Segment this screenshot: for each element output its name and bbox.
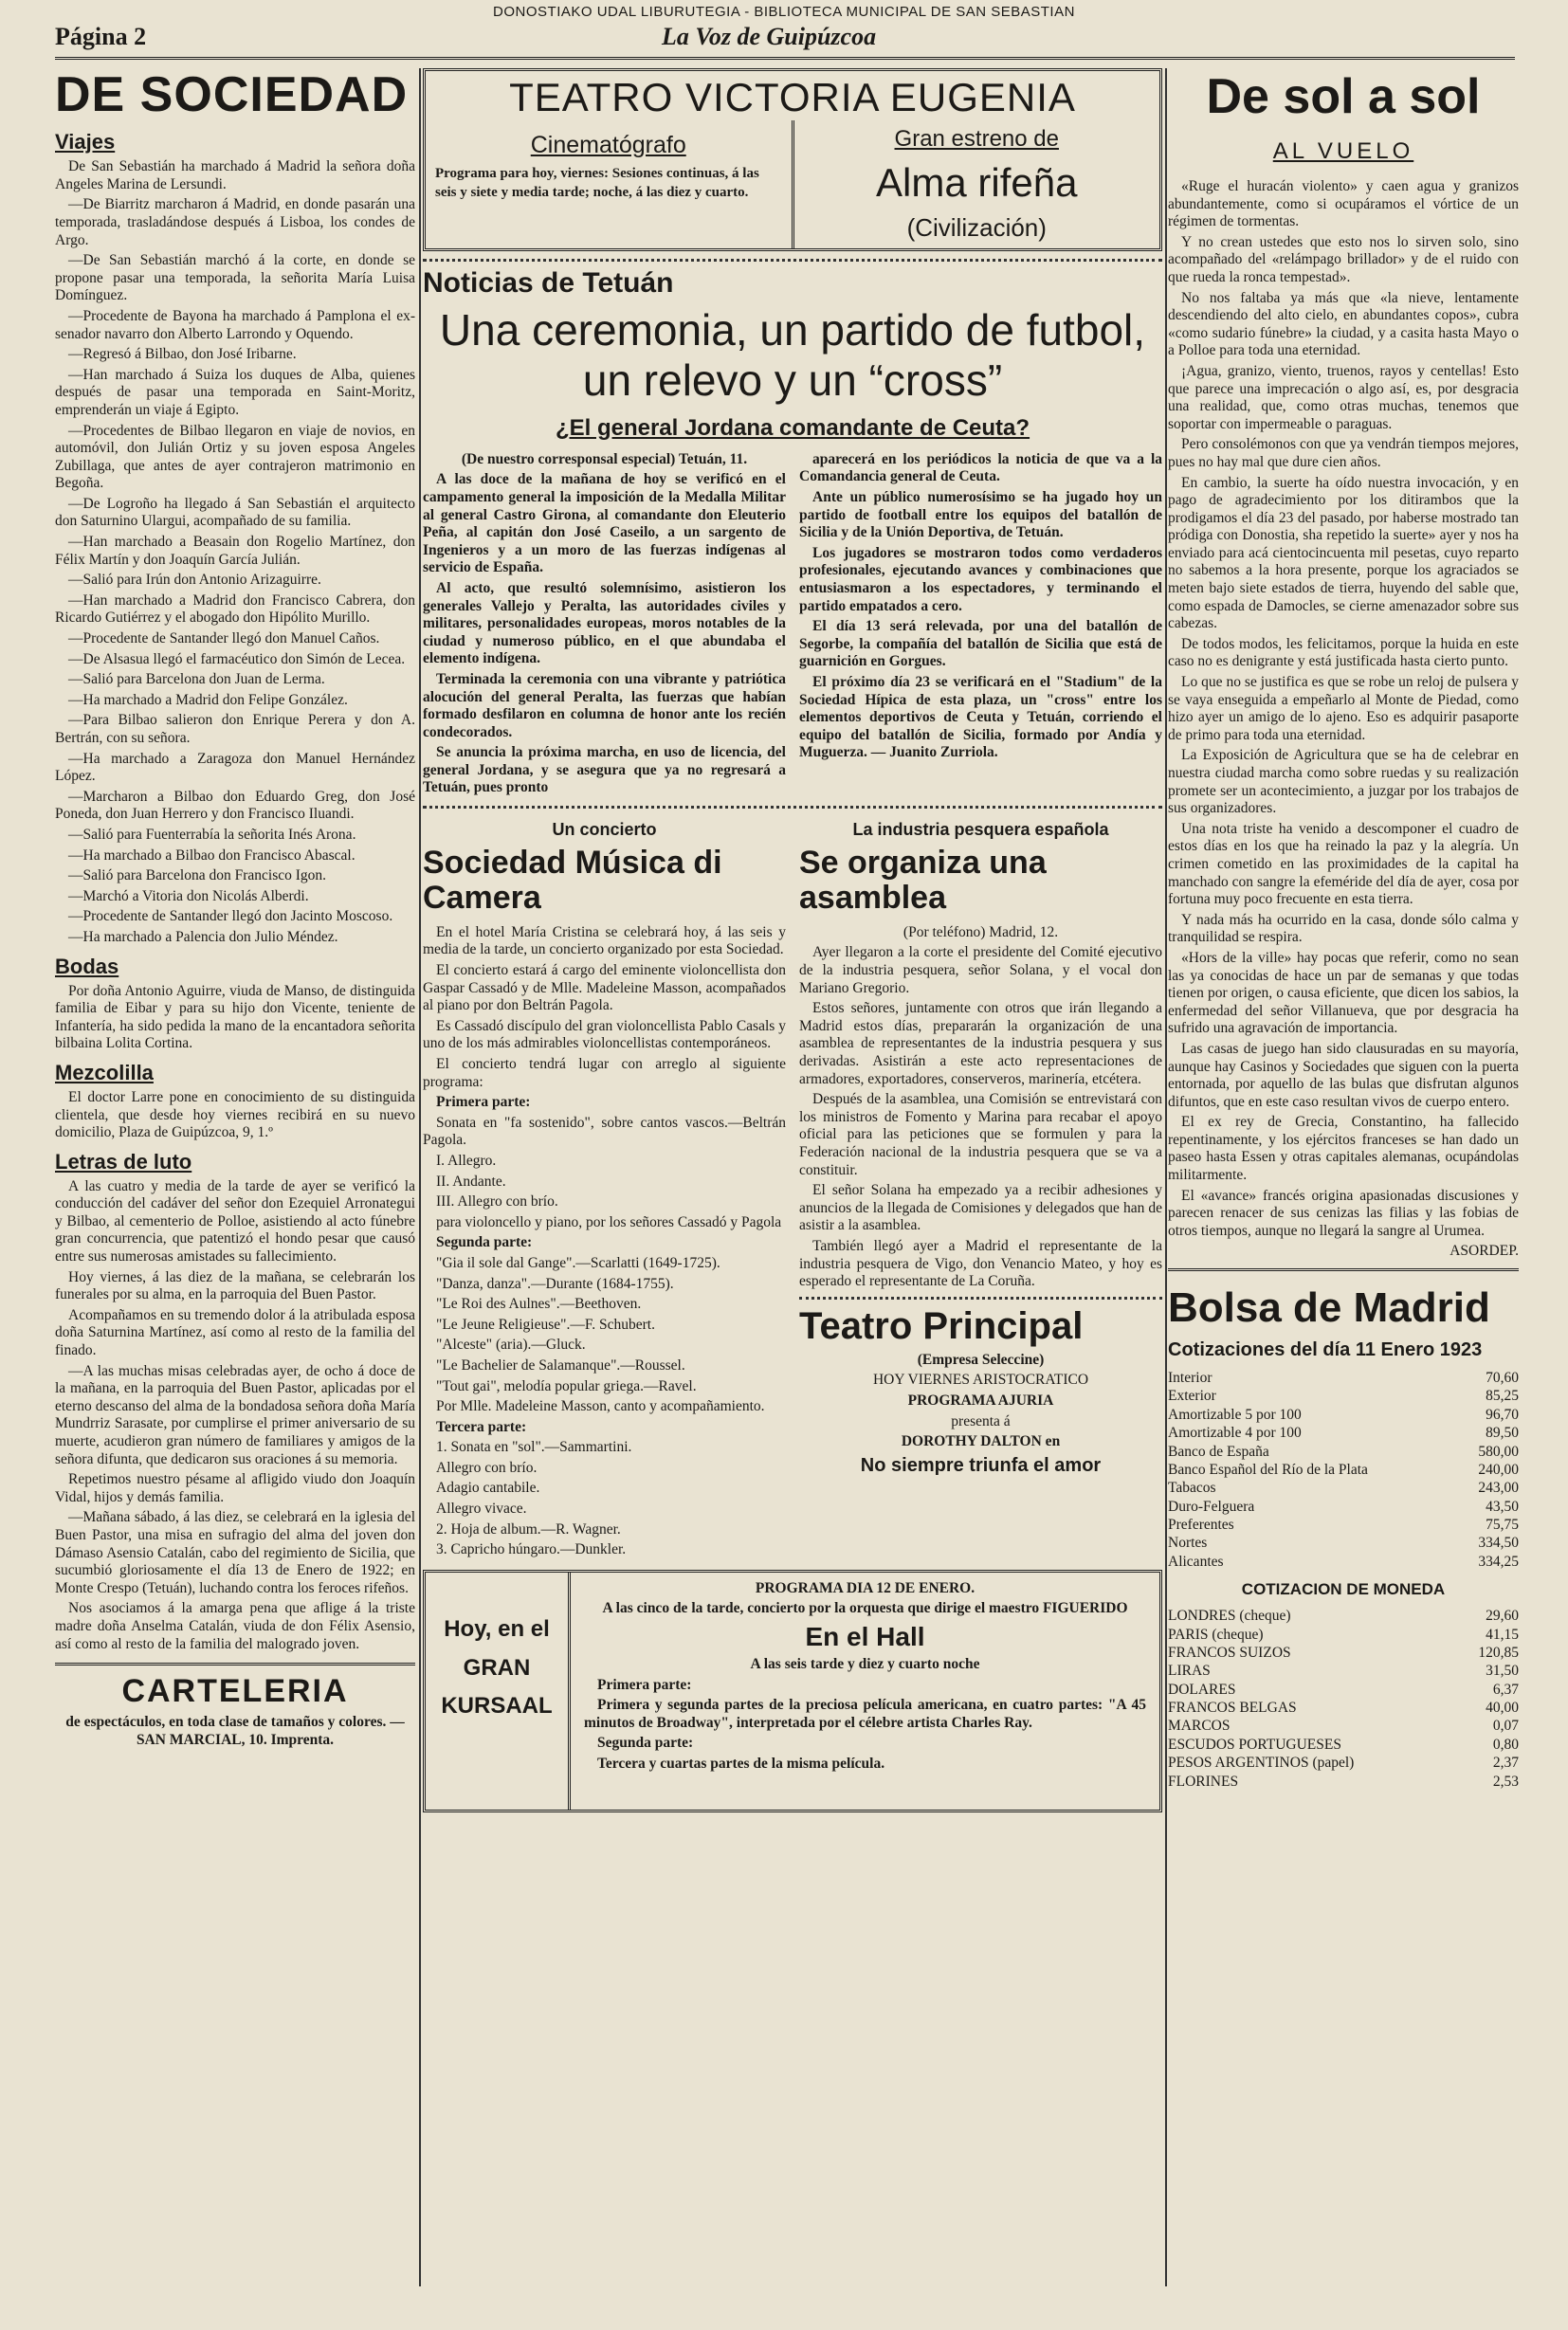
sociedad-title: DE SOCIEDAD xyxy=(55,68,409,122)
concierto-paragraph: El concierto estará á cargo del eminente violoncellista don Gaspar Cassadó y de Mlle. Madeleine Masson, acompañados al piano por don Beltrán Pagola. xyxy=(423,962,786,1014)
luto-paragraph: —Mañana sábado, á las diez, se celebrará en la iglesia del Buen Pastor, una misa en sufragio del alma del joven don Dámaso Asensio Catalán, cabo del regimiento de Sicilia, que sucumbió gloriosamente el día 13 de Enero de 1922; en Monte Crespo (Tetuán), luchando contra los feroces rifeños. xyxy=(55,1509,415,1596)
estreno-label: Gran estreno de xyxy=(894,126,1059,152)
table-row: Interior 70,60 xyxy=(1168,1370,1519,1387)
pesquera-paragraph: Después de la asamblea, una Comisión se entrevistará con los ministros de Fomento y Marina para recabar el apoyo oficial para las peticiones que se formulen y para la Federación nacional de la industria pesquera que se va a constituir. xyxy=(799,1091,1162,1178)
viajes-paragraph: —Marcharon a Bilbao don Eduardo Greg, don José Poneda, don Juan Herrero y don Francisco Iluandi. xyxy=(55,788,415,823)
tetuan-paragraph: Se anuncia la próxima marcha, en uso de licencia, del general Jordana, y se asegura que ya no regresará a Tetuán, pues pronto xyxy=(423,744,786,796)
carteleria-title: CARTELERIA xyxy=(121,1673,349,1710)
program-line: Primera parte: xyxy=(436,1094,531,1111)
sol-paragraph: Y nada más ha ocurrido en la casa, donde sólo calma y tranquilidad se respira. xyxy=(1168,911,1519,946)
tetuan-section: Noticias de Tetuán xyxy=(423,267,674,299)
pesquera-paragraph: También llegó ayer a Madrid el representante de la industria pesquera de Vigo, don Venancio Mateo, y hoy es esperado el representante de La Coruña. xyxy=(799,1237,1162,1290)
kursaal-line: Primera y segunda partes de la preciosa película americana, en cuatro partes: "A 45 minutos de Broadway", interpretada por el célebre artista Charles Ray. xyxy=(584,1697,1146,1731)
viajes-paragraph: —Ha marchado a Madrid don Felipe González. xyxy=(68,691,348,708)
table-row: LIRAS 31,50 xyxy=(1168,1663,1519,1680)
page-number: Página 2 xyxy=(55,23,147,50)
program-line: Tercera parte: xyxy=(436,1418,527,1435)
program-line: "Alceste" (aria).—Gluck. xyxy=(436,1337,586,1354)
bodas-paragraph: Por doña Antonio Aguirre, viuda de Manso, de distinguida familia de Eibar y para su hijo don Vicente, teniente de Infantería, ha sido pedida la mano de la encantadora señorita bilbaina Lolita Cortina. xyxy=(55,982,415,1052)
viajes-heading: Viajes xyxy=(55,130,116,155)
viajes-paragraph: —Salió para Irún don Antonio Arizaguirre. xyxy=(68,572,321,589)
program-line: Allegro vivace. xyxy=(436,1501,527,1518)
principal-film: No siempre triunfa el amor xyxy=(860,1454,1102,1476)
program-line: Sonata en "fa sostenido", sobre cantos vascos.—Beltrán Pagola. xyxy=(423,1114,786,1149)
bodas-heading: Bodas xyxy=(55,954,119,978)
table-row: Amortizable 4 por 100 89,50 xyxy=(1168,1425,1519,1442)
tetuan-paragraph: Al acto, que resultó solemnísimo, asistieron los generales Vallejo y Peralta, las autoridades civiles y militares, personalidades europeas, moros notables de la ciudad y numeroso público, en el que abundaba el elemento indígena. xyxy=(423,579,786,667)
pesquera-headline: Se organiza una asamblea xyxy=(799,845,1047,917)
program-line: 3. Capricho húngaro.—Dunkler. xyxy=(436,1541,627,1558)
table-row: Duro-Felguera 43,50 xyxy=(1168,1498,1519,1515)
table-row: FRANCOS SUIZOS 120,85 xyxy=(1168,1644,1519,1661)
pesquera-paragraph: El señor Solana ha empezado ya a recibir adhesiones y anuncios de la llegada de Comisiones y delegados que han de asistir a la asamblea. xyxy=(799,1182,1162,1234)
viajes-paragraph: De San Sebastián ha marchado á Madrid la señora doña Angeles Marina de Lersundi. xyxy=(55,158,415,192)
table-row: FRANCOS BELGAS 40,00 xyxy=(1168,1700,1519,1717)
table-row: Preferentes 75,75 xyxy=(1168,1517,1519,1534)
sol-paragraph: No nos faltaba ya más que «la nieve, lentamente descendiendo del alto cielo, en abundantes copos», cubra «como sudario fúnebre» la ciudad, y a casita hasta Mayo o a Polloe para toda una eternidad. xyxy=(1168,289,1519,359)
sol-paragraph: Una nota triste ha venido a descomponer el cuadro de estos días en los que ha reinado la paz y la alegría. Un crimen cometido en las proximidades de la capital ha manchado con sangre la efeméride del día de ayer, cosa por fortuna muy poco frecuente en esta tierra. xyxy=(1168,820,1519,908)
kursaal-left-line: Hoy, en el xyxy=(444,1615,550,1642)
teatro-victoria-ad xyxy=(423,68,1162,251)
sol-paragraph: «Ruge el huracán violento» y caen agua y granizos abundantemente, como si ocupáramos el vórtice de un régimen de tormentas. xyxy=(1168,178,1519,230)
program-line: "Le Bachelier de Salamanque".—Roussel. xyxy=(436,1356,685,1374)
principal-line: presenta á xyxy=(951,1412,1011,1429)
tetuan-paragraph: El día 13 será relevada, por una del batallón de Segorbe, la compañía del batallón de Sicilia que está de guarnición en Gorgues. xyxy=(799,618,1162,670)
tetuan-paragraph: Terminada la ceremonia con una vibrante y patriótica alocución del general Peralta, las fuerzas que habían formado desfilaron en columna de honor ante los recién condecorados. xyxy=(423,670,786,740)
sol-subtitle: AL VUELO xyxy=(1272,138,1414,164)
program-line: III. Allegro con brío. xyxy=(436,1193,558,1211)
page-header xyxy=(55,23,1515,60)
viajes-paragraph: —De Logroño ha llegado á San Sebastián el arquitecto don Saturnino Ulargui, acompañado de su familia. xyxy=(55,495,415,530)
cine-heading: Cinematógrafo xyxy=(530,132,686,158)
table-row: Banco de España 580,00 xyxy=(1168,1443,1519,1460)
tetuan-paragraph: Ante un público numerosísimo se ha jugado hoy un partido de football entre los equipos del batallón de Sicilia y de la Unión Deportiva, de Tetuán. xyxy=(799,488,1162,541)
luto-paragraph: A las cuatro y media de la tarde de ayer se verificó la conducción del cadáver del señor don Ezequiel Arronategui y Bilbao, al cementerio de Polloe, asistiendo al acto fúnebre gran concurrencia, que patentizó el hondo pesar que causó entre sus numerosas amistades su fallecimiento. xyxy=(55,1177,415,1265)
table-row: Nortes 334,50 xyxy=(1168,1535,1519,1552)
kursaal-line: Segunda parte: xyxy=(597,1735,694,1752)
program-line: "Tout gai", melodía popular griega.—Ravel. xyxy=(436,1377,697,1394)
tetuan-paragraph: El próximo día 23 se verificará en el "Stadium" de la Sociedad Hípica de esta plaza, un "cross" entre los elementos deportivos de Ceuta y Tetuán, corriendo el equipo del batallón de Sicilia, formado por Andía y Muguerza. — Juanito Zurriola. xyxy=(799,673,1162,761)
archive-banner: DONOSTIAKO UDAL LIBURUTEGIA - BIBLIOTECA MUNICIPAL DE SAN SEBASTIAN xyxy=(493,4,1075,20)
concierto-article xyxy=(423,814,786,1562)
teatro-principal-ad xyxy=(799,1305,1162,1477)
sol-title: De sol a sol xyxy=(1206,69,1481,124)
moneda-title: COTIZACION DE MONEDA xyxy=(1241,1580,1446,1599)
principal-empresa: (Empresa Seleccine) xyxy=(917,1351,1045,1368)
sol-paragraph: El ex rey de Grecia, Constantino, ha fallecido repentinamente, y los ejércitos franceses se han dado un paseo hasta Essen y otras capitales alemanas, ocupándolas militarmente. xyxy=(1168,1114,1519,1184)
kursaal-left-line: KURSAAL xyxy=(441,1693,553,1720)
tetuan-dateline: (De nuestro corresponsal especial) Tetuán, 11. xyxy=(461,450,748,467)
luto-paragraph: Repetimos nuestro pésame al afligido viudo don Joaquín Vidal, hijos y demás familia. xyxy=(55,1471,415,1505)
mezcla-paragraph: El doctor Larre pone en conocimiento de su distinguida clientela, que desde hoy viernes recibirá en su nuevo domicilio, Plaza de Guipúzcoa, 9, 1.º xyxy=(55,1088,415,1141)
center-column xyxy=(423,68,1162,2286)
sol-paragraph: Pero consolémonos con que ya vendrán tiempos mejores, pues no hay mal que dure cien años. xyxy=(1168,436,1519,470)
cine-program: Programa para hoy, viernes: Sesiones continuas, á las seis y siete y media tarde; noche, á las diez y cuarto. xyxy=(435,166,759,200)
luto-paragraph: Acompañamos en su tremendo dolor á la atribulada esposa doña Saturnina Martínez, así como al resto de la familia del finado. xyxy=(55,1306,415,1359)
viajes-paragraph: —Han marchado á Suiza los duques de Alba, quienes después de pasar una temporada en Saint-Moritz, emprenderán un viaje á Egipto. xyxy=(55,366,415,418)
program-line: Por Mlle. Madeleine Masson, canto y acompañamiento. xyxy=(436,1398,765,1415)
program-line: "Gia il sole dal Gange".—Scarlatti (1649-1725). xyxy=(436,1254,720,1271)
luto-paragraph: Hoy viernes, á las diez de la mañana, se celebrarán los funerales por su alma, en la parroquia del Buen Pastor. xyxy=(55,1268,415,1303)
table-row: Banco Español del Río de la Plata 240,00 xyxy=(1168,1461,1519,1478)
viajes-paragraph: —Procedentes de Bilbao llegaron en viaje de novios, en automóvil, don Julián Ortiz y su joven esposa Angeles Zubillaga, que antes de ayer contrajeron matrimonio en Begoña. xyxy=(55,422,415,492)
viajes-paragraph: —Ha marchado a Bilbao don Francisco Abascal. xyxy=(68,846,356,864)
column-rule xyxy=(1165,68,1167,2286)
tetuan-headline: Una ceremonia, un partido de futbol, un relevo y un “cross” xyxy=(439,305,1146,405)
sol-paragraph: En cambio, la suerte ha oído nuestra invocación, y en pago de agradecimiento por los ditirambos que la prodigamos el día 23 del pasado, por haberse mostrado tan pródiga con Donostia, sha repetido la suerte» ayer y nos ha enviado para acá cientocincuenta mil pesetas, cuyo reparto no sabemos a la hora presente, porque los agraciados se meten bajo siete estados de tierra, huyendo del sable que, como espada de Damocles, se cierne amenazador sobre sus cabezas. xyxy=(1168,474,1519,632)
table-row: FLORINES 2,53 xyxy=(1168,1773,1519,1790)
concierto-paragraph: El concierto tendrá lugar con arreglo al siguiente programa: xyxy=(423,1056,786,1090)
table-row: LONDRES (cheque) 29,60 xyxy=(1168,1608,1519,1625)
tetuan-paragraph: aparecerá en los periódicos la noticia de que va a la Comandancia general de Ceuta. xyxy=(799,450,1162,485)
table-row: Tabacos 243,00 xyxy=(1168,1480,1519,1497)
viajes-paragraph: —Procedente de Santander llegó don Manuel Caños. xyxy=(68,630,380,647)
kursaal-line: Tercera y cuartas partes de la misma película. xyxy=(597,1756,885,1772)
principal-line: HOY VIERNES ARISTOCRATICO xyxy=(872,1372,1089,1389)
table-row: PESOS ARGENTINOS (papel) 2,37 xyxy=(1168,1755,1519,1772)
sociedad-column xyxy=(55,68,415,2286)
concierto-headline: Sociedad Música di Camera xyxy=(423,845,722,917)
viajes-paragraph: —Marchó a Vitoria don Nicolás Alberdi. xyxy=(68,887,309,904)
viajes-paragraph: —Ha marchado a Palencia don Julio Méndez. xyxy=(68,928,338,945)
sol-paragraph: ¡Agua, granizo, viento, truenos, rayos y centellas! Esto que parece una imprecación o algo así, es, por desgracia una realidad, que, como otras muchas, tenemos que soportar con impermeable o paraguas. xyxy=(1168,362,1519,432)
sol-paragraph: «Hors de la ville» hay pocas que referir, como no sean las ya conocidas de hace un par de semanas y que todas tienen por origen, o causa eficiente, que dicen los sabios, la enfermedad del señor Villanueva, que por desgracia ha sufrido una agravación de importancia. xyxy=(1168,949,1519,1037)
kursaal-ad xyxy=(423,1570,1162,1812)
program-line: 2. Hoja de album.—R. Wagner. xyxy=(436,1520,621,1538)
carteleria-text: de espectáculos, en toda clase de tamaños y colores. — SAN MARCIAL, 10. Imprenta. xyxy=(65,1714,405,1748)
sol-column xyxy=(1168,68,1519,2286)
program-line: Adagio cantabile. xyxy=(436,1480,540,1497)
sol-paragraph: De todos modos, les felicitamos, porque la huida en este caso no es denigrante y está justificada hasta cierto punto. xyxy=(1168,635,1519,670)
film-title: Alma rifeña xyxy=(876,160,1078,205)
cotizaciones-table xyxy=(1168,1369,1519,1571)
viajes-paragraph: —De Alsasua llegó el farmacéutico don Simón de Lecea. xyxy=(68,650,406,667)
pesquera-article xyxy=(799,814,1162,1562)
teatro-title: TEATRO VICTORIA EUGENIA xyxy=(509,75,1076,119)
kursaal-left-line: GRAN xyxy=(463,1654,531,1681)
sol-paragraph: La Exposición de Agricultura que se ha de celebrar en nuestra ciudad marcha como sobre ruedas y su realización promete ser un acontecimiento, a juzgar por los trabajos de sus organizadores. xyxy=(1168,747,1519,817)
moneda-table xyxy=(1168,1607,1519,1791)
viajes-paragraph: —Han marchado a Beasain don Rogelio Martínez, don Félix Martín y don Joaquín García Julián. xyxy=(55,534,415,568)
sol-paragraph: El «avance» francés origina apasionadas discusiones y parecen renacer de sus cenizas las filias y las fobias de otros tiempos, aunque no llegará la sangre al Urumea. xyxy=(1168,1187,1519,1239)
tetuan-subheadline: ¿El general Jordana comandante de Ceuta? xyxy=(555,414,1030,441)
program-line: "Danza, danza".—Durante (1684-1755). xyxy=(436,1275,674,1292)
table-row: Exterior 85,25 xyxy=(1168,1388,1519,1405)
table-row: MARCOS 0,07 xyxy=(1168,1718,1519,1735)
program-line: I. Allegro. xyxy=(436,1152,497,1169)
news-block xyxy=(423,814,1162,1562)
sol-signature: ASORDEP. xyxy=(1449,1243,1519,1260)
program-line: 1. Sonata en "sol".—Sammartini. xyxy=(436,1439,632,1456)
table-row: Alicantes 334,25 xyxy=(1168,1553,1519,1570)
concierto-paragraph: Es Cassadó discípulo del gran violoncellista Pablo Casals y uno de los más admirables violoncellistas contemporáneos. xyxy=(423,1017,786,1052)
sol-paragraph: Y no crean ustedes que esto nos lo sirven solo, sino acompañado del «relámpago brillador» y de el ruido con que rueda la ronca tempestad». xyxy=(1168,233,1519,285)
tetuan-paragraph: Los jugadores se mostraron todos como verdaderos profesionales, ejecutando avances y combinaciones que entusiasmaron a los espectadores, y terminando el partido empatados a cero. xyxy=(799,544,1162,614)
program-line: Allegro con brío. xyxy=(436,1459,538,1476)
tetuan-paragraph: A las doce de la mañana de hoy se verificó en el campamento general la imposición de la Medalla Militar al general Castro Girona, al comandante don Eleuterio Peña, al capitán don José Caseilo, a un sargento de Ingenieros y a un moro de las fuerzas indígenas al servicio de España. xyxy=(423,471,786,576)
viajes-paragraph: —Salió para Fuenterrabía la señorita Inés Arona. xyxy=(68,826,356,843)
luto-paragraph: Nos asociamos á la amarga pena que aflige á la triste madre doña Anselma Catalán, viuda de don Félix Asensio, así como al resto de la familia del malogrado joven. xyxy=(55,1600,415,1652)
viajes-paragraph: —Salió para Barcelona don Juan de Lerma. xyxy=(68,671,325,688)
sol-paragraph: Las casas de juego han sido clausuradas en su mayoría, aunque hay Casinos y Sociedades que siguen con la puerta entornada, por aquello de las bulas que disfrutan algunos difuntos, que en este caso resultan vivos de cuerpo entero. xyxy=(1168,1040,1519,1110)
tetuan-body xyxy=(423,451,1162,800)
kursaal-hall: En el Hall xyxy=(805,1622,925,1652)
principal-line: DOROTHY DALTON en xyxy=(901,1433,1061,1450)
principal-line: PROGRAMA AJURIA xyxy=(907,1392,1054,1409)
kursaal-line: A las seis tarde y diez y cuarto noche xyxy=(750,1656,980,1673)
kursaal-line: Primera parte: xyxy=(597,1676,692,1693)
viajes-paragraph: —Ha marchado a Zaragoza don Manuel Hernández López. xyxy=(55,750,415,785)
program-line: II. Andante. xyxy=(436,1173,506,1190)
viajes-paragraph: —Procedente de Bayona ha marchado á Pamplona el ex-senador navarro don Alberto Larrondo y Oquendo. xyxy=(55,307,415,342)
table-row: PARIS (cheque) 41,15 xyxy=(1168,1626,1519,1643)
viajes-paragraph: —Procedente de Santander llegó don Jacinto Moscoso. xyxy=(68,908,393,925)
pesquera-paragraph: Ayer llegaron a la corte el presidente del Comité ejecutivo de la industria pesquera, señor Solana, y el vocal don Mariano Gregorio. xyxy=(799,944,1162,996)
pesquera-dateline: (Por teléfono) Madrid, 12. xyxy=(903,923,1059,940)
table-row: ESCUDOS PORTUGUESES 0,80 xyxy=(1168,1736,1519,1753)
masthead: La Voz de Guipúzcoa xyxy=(662,23,877,50)
viajes-paragraph: —De Biarritz marcharon á Madrid, en donde pasarán una temporada, trasladándose después á Lisboa, los condes de Argo. xyxy=(55,196,415,248)
program-line: "Le Jeune Religieuse".—F. Schubert. xyxy=(436,1316,655,1333)
viajes-paragraph: —Regresó á Bilbao, don José Iribarne. xyxy=(68,346,297,363)
viajes-paragraph: —Para Bilbao salieron don Enrique Perera y don A. Bertrán, con su señora. xyxy=(55,712,415,746)
sol-paragraph: Lo que no se justifica es que se robe un reloj de pulsera y se vaya enseguida a empeñarlo al Monte de Piedad, como hizo ayer un amigo de lo ajeno. Eso es adquirir pasaporte de primo para toda una eternidad. xyxy=(1168,674,1519,743)
film-subtitle: (Civilización) xyxy=(906,213,1047,242)
pesquera-paragraph: Estos señores, juntamente con otros que irán llegando a Madrid estos días, prepararán la organización de una asamblea de representantes de la industria pesquera y sus derivadas. Asistirán a este acto representaciones de armadores, exportadores, conserveros, marinería, etcétera. xyxy=(799,1000,1162,1087)
luto-paragraph: —A las muchas misas celebradas ayer, de ocho á doce de la mañana, en la parroquia del Buen Pastor, aplicadas por el eterno descanso del alma de la bondadosa señora doña María Mundrriz Sarasate, por cumplirse el primer aniversario de su muerte, acudieron gran número de familiares y amigos de la señora difunta, que dedicaron sus oraciones á su memoria. xyxy=(55,1362,415,1467)
table-row: Amortizable 5 por 100 96,70 xyxy=(1168,1406,1519,1423)
table-row: DOLARES 6,37 xyxy=(1168,1681,1519,1698)
viajes-paragraph: —Han marchado a Madrid don Francisco Cabrera, don Ricardo Gutiérrez y el abogado don Hipólito Murillo. xyxy=(55,592,415,627)
luto-heading: Letras de luto xyxy=(55,1149,192,1174)
concierto-paragraph: En el hotel María Cristina se celebrará hoy, á las seis y media de la tarde, un concierto organizado por esta Sociedad. xyxy=(423,923,786,958)
kursaal-line: A las cinco de la tarde, concierto por la orquesta que dirige el maestro FIGUERIDO xyxy=(602,1600,1128,1617)
pesquera-kicker: La industria pesquera española xyxy=(852,820,1109,840)
program-line: para violoncello y piano, por los señores Cassadó y Pagola xyxy=(436,1213,782,1230)
viajes-paragraph: —De San Sebastián marchó á la corte, en donde se propone pasar una temporada, la señorita María Luisa Domínguez. xyxy=(55,252,415,304)
cotizaciones-title: Cotizaciones del día 11 Enero 1923 xyxy=(1168,1339,1483,1361)
mezcla-heading: Mezcolilla xyxy=(55,1060,154,1084)
bolsa-title: Bolsa de Madrid xyxy=(1168,1284,1490,1332)
program-line: "Le Roi des Aulnes".—Beethoven. xyxy=(436,1296,642,1313)
viajes-paragraph: —Salió para Barcelona don Francisco Igon. xyxy=(68,867,327,884)
program-line: Segunda parte: xyxy=(436,1234,533,1251)
concierto-kicker: Un concierto xyxy=(552,820,657,840)
column-rule xyxy=(419,68,421,2286)
principal-title: Teatro Principal xyxy=(799,1304,1084,1347)
kursaal-prog: PROGRAMA DIA 12 DE ENERO. xyxy=(755,1579,975,1596)
